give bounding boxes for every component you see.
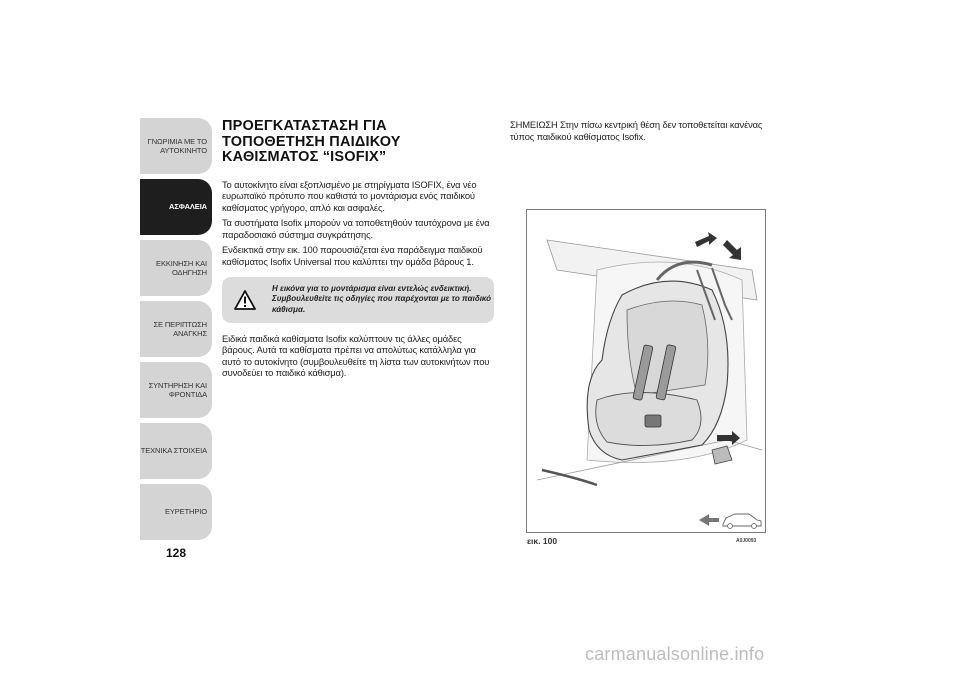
figure-caption: εικ. 100 (527, 536, 558, 546)
paragraph-example: Ενδεικτικά στην εικ. 100 παρουσιάζεται ένα παράδειγμα παιδικού καθίσματος Isofix Universal που καλύπτει την ομάδα βάρους 1. (222, 244, 483, 268)
paragraph-compat: Τα συστήματα Isofix μπορούν να τοποθετηθούν ταυτόχρονα με ένα παραδοσιακό σύστημα συγκράτησης. (222, 217, 490, 240)
tab-maintenance[interactable] (140, 362, 212, 418)
watermark: carmanualsonline.info (585, 644, 765, 664)
tab-label: ΓΝΩΡΙΜΙΑ ΜΕ ΤΟ ΑΥΤΟΚΙΝΗΤΟ (147, 136, 207, 155)
warning-triangle-icon (234, 290, 256, 310)
page-number: 128 (165, 546, 187, 560)
note-section (510, 119, 768, 146)
tab-label: ΑΣΦΑΛΕΙΑ (169, 202, 207, 212)
child-seat-illustration (526, 209, 766, 533)
section-title: ΠΡΟΕΓΚΑΤΑΣΤΑΣΗ ΓΙΑ ΤΟΠΟΘΕΤΗΣΗ ΠΑΙΔΙΚΟΥ ΚΑΘΙΣΜΑΤΟΣ “ISOFIX” (222, 118, 401, 165)
figure-code: A0J0093 (736, 538, 757, 544)
tab-getting-to-know-car[interactable] (140, 118, 212, 174)
tab-index[interactable] (140, 484, 212, 540)
tab-starting-driving[interactable] (140, 240, 212, 296)
warning-text: Η εικόνα για το μοντάρισμα είναι εντελώς ενδεικτική. Συμβουλευθείτε τις οδηγίες που παρέχονται με το παιδικό κάθισμα. (272, 283, 492, 314)
isofix-section (222, 119, 494, 383)
isofix-seat-drawing (527, 210, 766, 533)
paragraph-intro: Το αυτοκίνητο είναι εξοπλισμένο με στηρίγματα ISOFIX, ένα νέο ευρωπαϊκό πρότυπο που καθιστά το μοντάρισμα ενός παιδικού καθίσματος γρήγορο, απλό και ασφαλές. (222, 178, 477, 213)
tab-label: ΣΕ ΠΕΡΙΠΤΩΣΗ ΑΝΑΓΚΗΣ (153, 319, 207, 338)
tab-safety[interactable] (140, 179, 212, 235)
warning-box (222, 277, 494, 323)
car-side-icon (723, 514, 761, 528)
tab-label: ΣΥΝΤΗΡΗΣΗ ΚΑΙ ΦΡΟΝΤΙΔΑ (148, 380, 207, 399)
tab-label: ΕΚΚΙΝΗΣΗ ΚΑΙ ΟΔΗΓΗΣΗ (156, 258, 207, 277)
arrow-left-icon (699, 514, 719, 526)
paragraph-other-groups: Ειδικά παιδικά καθίσματα Isofix καλύπτουν τις άλλες ομάδες βάρους. Αυτά τα καθίσματα πρέπει να απολύτως κατάλληλα για αυτό το αυτοκίνητο (συμβουλευθείτε τη λίστα των αυτοκινήτων που συνοδεύει το παιδικό κάθισμα). (222, 332, 490, 379)
note-text: ΣΗΜΕΙΩΣΗ Στην πίσω κεντρική θέση δεν τοποθετείται κανένας τύπος παιδικού καθίσματος Isofix. (510, 119, 763, 142)
tab-label: ΕΥΡΕΤΗΡΙΟ (164, 507, 207, 517)
tab-label: ΤΕΧΝΙΚΑ ΣΤΟΙΧΕΙΑ (140, 446, 207, 456)
tab-emergency[interactable] (140, 301, 212, 357)
tab-technical-data[interactable] (140, 423, 212, 479)
